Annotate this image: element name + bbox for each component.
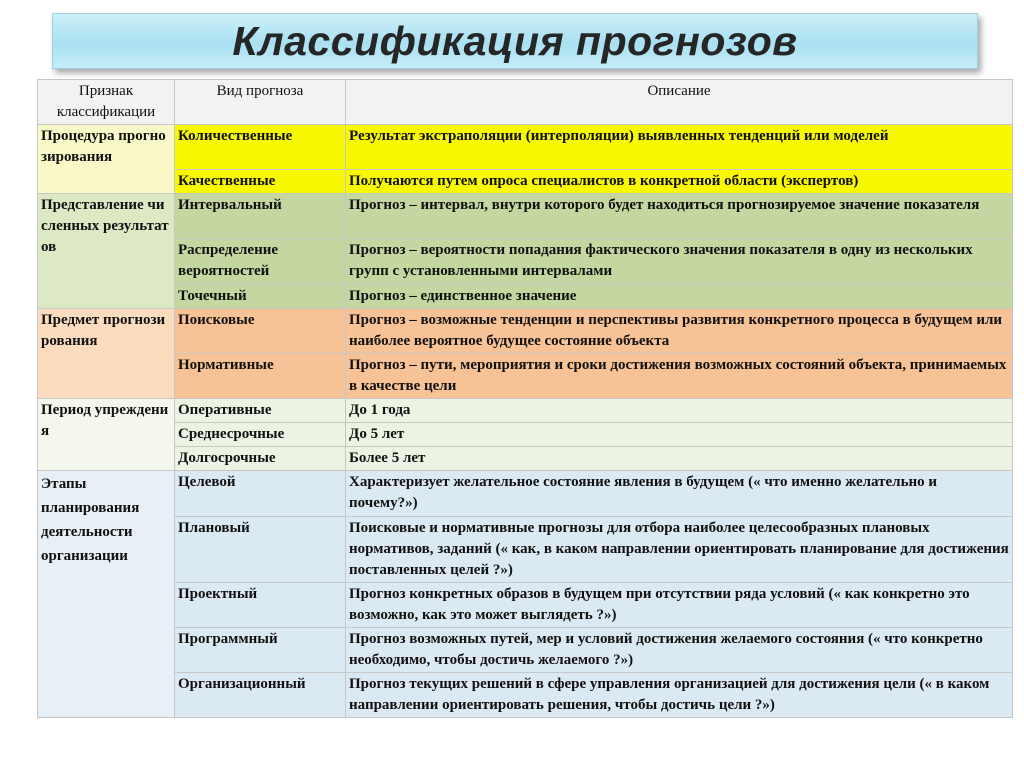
table-row <box>38 583 1013 628</box>
table-row <box>38 423 1013 447</box>
table-row <box>38 125 1013 170</box>
row-kind: Проектный <box>175 583 346 628</box>
row-description: Получаются путем опроса специалистов в конкретной области (экспертов) <box>346 170 1013 194</box>
page-title: Классификация прогнозов <box>232 17 798 64</box>
row-description: Прогноз текущих решений в сфере управления организацией для достижения цели (« в каком направлении ориентировать решения, чтобы достичь цели ?») <box>346 673 1013 718</box>
table-row <box>38 285 1013 309</box>
row-kind: Нормативные <box>175 354 346 399</box>
row-kind: Долгосрочные <box>175 447 346 471</box>
row-description: Прогноз – интервал, внутри которого будет находиться прогнозируемое значение показателя <box>346 194 1013 239</box>
row-kind: Поисковые <box>175 309 346 354</box>
table-row <box>38 399 1013 423</box>
classification-table <box>37 79 1013 718</box>
row-description: До 5 лет <box>346 423 1013 447</box>
row-description: Результат экстраполяции (интерполяции) выявленных тенденций или моделей <box>346 125 1013 170</box>
header-attribute: Признак классификации <box>38 80 175 125</box>
title-banner <box>52 13 978 69</box>
row-kind: Интервальный <box>175 194 346 239</box>
row-kind: Точечный <box>175 285 346 309</box>
table-row <box>38 517 1013 583</box>
group-attribute: Процедура прогнозирования <box>38 125 175 194</box>
header-description: Описание <box>346 80 1013 125</box>
table-row <box>38 354 1013 399</box>
row-description: Прогноз – единственное значение <box>346 285 1013 309</box>
table-row <box>38 673 1013 718</box>
row-description: Поисковые и нормативные прогнозы для отбора наиболее целесообразных плановых нормативов, заданий (« как, в каком направлении ориентировать планирование для достижения поставленных целей ?») <box>346 517 1013 583</box>
table-row <box>38 194 1013 239</box>
row-description: До 1 года <box>346 399 1013 423</box>
row-description: Прогноз конкретных образов в будущем при отсутствии ряда условий (« как конкретно это возможно, как это может выглядеть ?») <box>346 583 1013 628</box>
table-row <box>38 447 1013 471</box>
row-kind: Качественные <box>175 170 346 194</box>
row-kind: Организационный <box>175 673 346 718</box>
row-description: Характеризует желательное состояние явления в будущем (« что именно желательно и почему?») <box>346 471 1013 517</box>
group-attribute: Период упреждения <box>38 399 175 471</box>
table-row <box>38 471 1013 517</box>
row-description: Прогноз – пути, мероприятия и сроки достижения возможных состояний объекта, принимаемых в качестве цели <box>346 354 1013 399</box>
row-kind: Оперативные <box>175 399 346 423</box>
row-description: Прогноз – возможные тенденции и перспективы развития конкретного процесса в будущем или наиболее вероятное будущее состояние объекта <box>346 309 1013 354</box>
group-attribute: Этапы планирования деятельности организации <box>38 471 175 718</box>
row-description: Прогноз – вероятности попадания фактического значения показателя в одну из нескольких групп с установленными интервалами <box>346 239 1013 285</box>
table-row <box>38 239 1013 285</box>
group-attribute: Предмет прогнозирования <box>38 309 175 399</box>
row-kind: Среднесрочные <box>175 423 346 447</box>
row-kind: Плановый <box>175 517 346 583</box>
row-kind: Целевой <box>175 471 346 517</box>
table-row <box>38 628 1013 673</box>
row-description: Прогноз возможных путей, мер и условий достижения желаемого состояния (« что конкретно необходимо, чтобы достичь желаемого ?») <box>346 628 1013 673</box>
table-row <box>38 170 1013 194</box>
table-header-row <box>38 80 1013 125</box>
row-description: Более 5 лет <box>346 447 1013 471</box>
table-row <box>38 309 1013 354</box>
row-kind: Распределение вероятностей <box>175 239 346 285</box>
row-kind: Программный <box>175 628 346 673</box>
header-kind: Вид прогноза <box>175 80 346 125</box>
row-kind: Количественные <box>175 125 346 170</box>
group-attribute: Представление численных результатов <box>38 194 175 309</box>
